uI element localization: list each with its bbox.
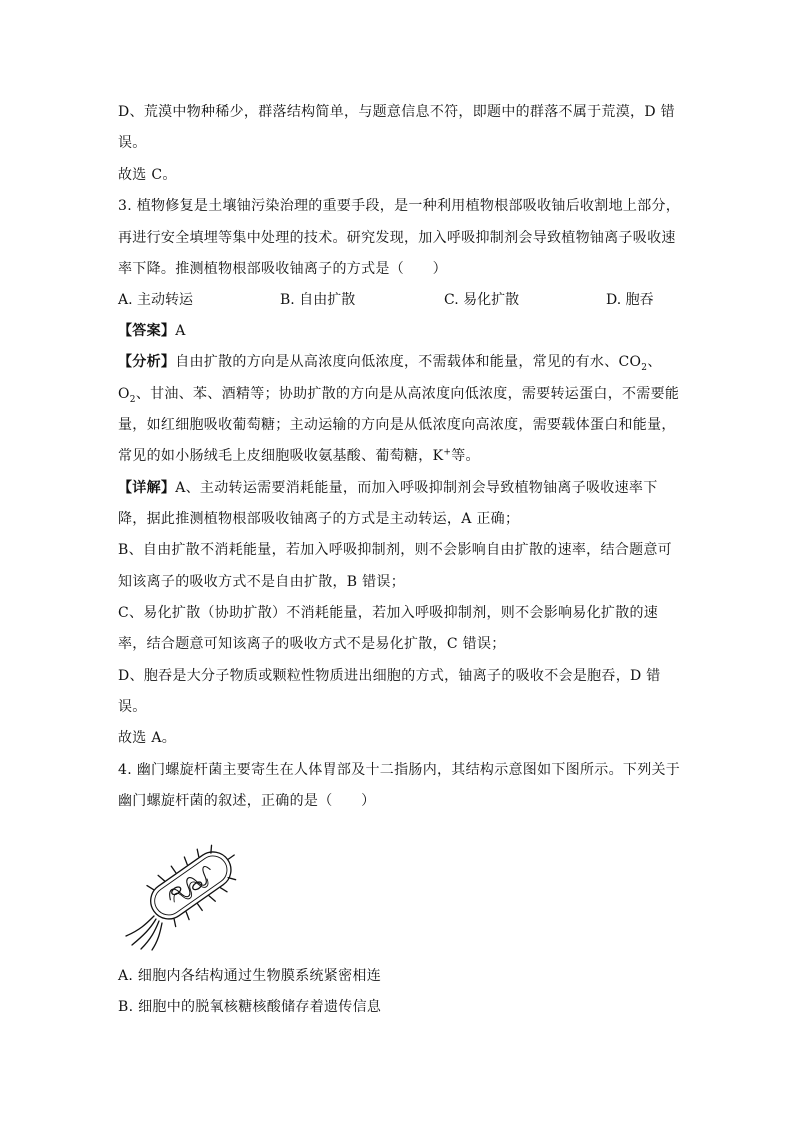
analysis-text: 、 xyxy=(647,354,662,370)
q3-detail-line6: 率，结合题意可知该离子的吸收方式不是易化扩散，C 错误； xyxy=(118,636,506,652)
q3-detail-line8: 误。 xyxy=(118,699,147,715)
answer-value: A xyxy=(175,323,186,339)
q3-detail-line5: C、易化扩散（协助扩散）不消耗能量，若加入呼吸抑制剂，则不会影响易化扩散的速 xyxy=(118,605,659,621)
q3-analysis-line4 xyxy=(118,446,480,466)
q4-stem-line2: 幽门螺旋杆菌的叙述，正确的是（ ） xyxy=(118,793,376,809)
answer-tag: 【答案】 xyxy=(118,323,176,339)
q3-detail-line4: 知该离子的吸收方式不是自由扩散，B 错误； xyxy=(118,574,406,590)
superscript: + xyxy=(443,447,452,458)
q4-option-b: B. 细胞中的脱氧核糖核酸储存着遗传信息 xyxy=(118,999,382,1015)
q3-option-a: A. 主动转运 xyxy=(118,292,194,308)
q3-detail-line1 xyxy=(118,478,658,498)
q3-analysis-line3: 量，如红细胞吸收葡萄糖；主动运输的方向是从低浓度向高浓度，需要载体蛋白和能量， xyxy=(118,417,676,433)
q2-conclusion: 故选 C。 xyxy=(118,167,177,183)
q3-detail-line7: D、胞吞是大分子物质或颗粒性物质进出细胞的方式，铀离子的吸收不会是胞吞，D 错 xyxy=(118,668,661,684)
subscript: 2 xyxy=(129,394,136,405)
analysis-tag: 【分析】 xyxy=(118,354,176,370)
q3-detail-line2: 降，据此推测植物根部吸收铀离子的方式是主动转运，A 正确； xyxy=(118,511,520,527)
flagellum xyxy=(132,919,156,945)
q3-answer xyxy=(118,321,186,341)
q3-option-b: B. 自由扩散 xyxy=(280,292,356,308)
q3-conclusion: 故选 A。 xyxy=(118,730,177,746)
subscript: 2 xyxy=(641,362,648,373)
analysis-text: 等。 xyxy=(451,448,480,464)
q3-stem-line1: 3. 植物修复是土壤铀污染治理的重要手段，是一种利用植物根部吸收铀后收割地上部分， xyxy=(118,198,681,214)
q3-stem-line3: 率下降。推测植物根部吸收铀离子的方式是（ ） xyxy=(118,261,447,277)
q4-stem-line1: 4. 幽门螺旋杆菌主要寄生在人体胃部及十二指肠内，其结构示意图如下图所示。下列关于 xyxy=(118,762,681,778)
q3-analysis-line1 xyxy=(118,352,662,372)
detail-tag: 【详解】 xyxy=(118,480,176,496)
analysis-text: O xyxy=(118,386,130,402)
q3-option-d: D. 胞吞 xyxy=(606,292,654,308)
analysis-text: 常见的如小肠绒毛上皮细胞吸收氨基酸、葡萄糖，K xyxy=(118,448,444,464)
analysis-text: 自由扩散的方向是从高浓度向低浓度，不需载体和能量，常见的有水、CO xyxy=(175,354,642,370)
detail-text: A、主动转运需要消耗能量，而加入呼吸抑制剂会导致植物铀离子吸收速率下 xyxy=(175,480,658,496)
q3-option-c: C. 易化扩散 xyxy=(444,292,520,308)
q2-option-d-line2: 误。 xyxy=(118,135,147,151)
q3-stem-line2: 再进行安全填埋等集中处理的技术。研究发现，加入呼吸抑制剂会导致植物铀离子吸收速 xyxy=(118,230,676,246)
q4-option-a: A. 细胞内各结构通过生物膜系统紧密相连 xyxy=(118,968,382,984)
helicobacter-diagram xyxy=(118,824,250,952)
cell-body xyxy=(138,833,249,933)
q2-option-d-line1: D、荒漠中物种稀少，群落结构简单，与题意信息不符，即题中的群落不属于荒漠，D 错 xyxy=(118,104,675,120)
q3-analysis-line2 xyxy=(118,384,679,404)
analysis-text: 、甘油、苯、酒精等；协助扩散的方向是从高浓度向低浓度，需要转运蛋白，不需要能 xyxy=(135,386,680,402)
flagellum xyxy=(126,916,154,936)
q3-detail-line3: B、自由扩散不消耗能量，若加入呼吸抑制剂，则不会影响自由扩散的速率，结合题意可 xyxy=(118,542,672,558)
